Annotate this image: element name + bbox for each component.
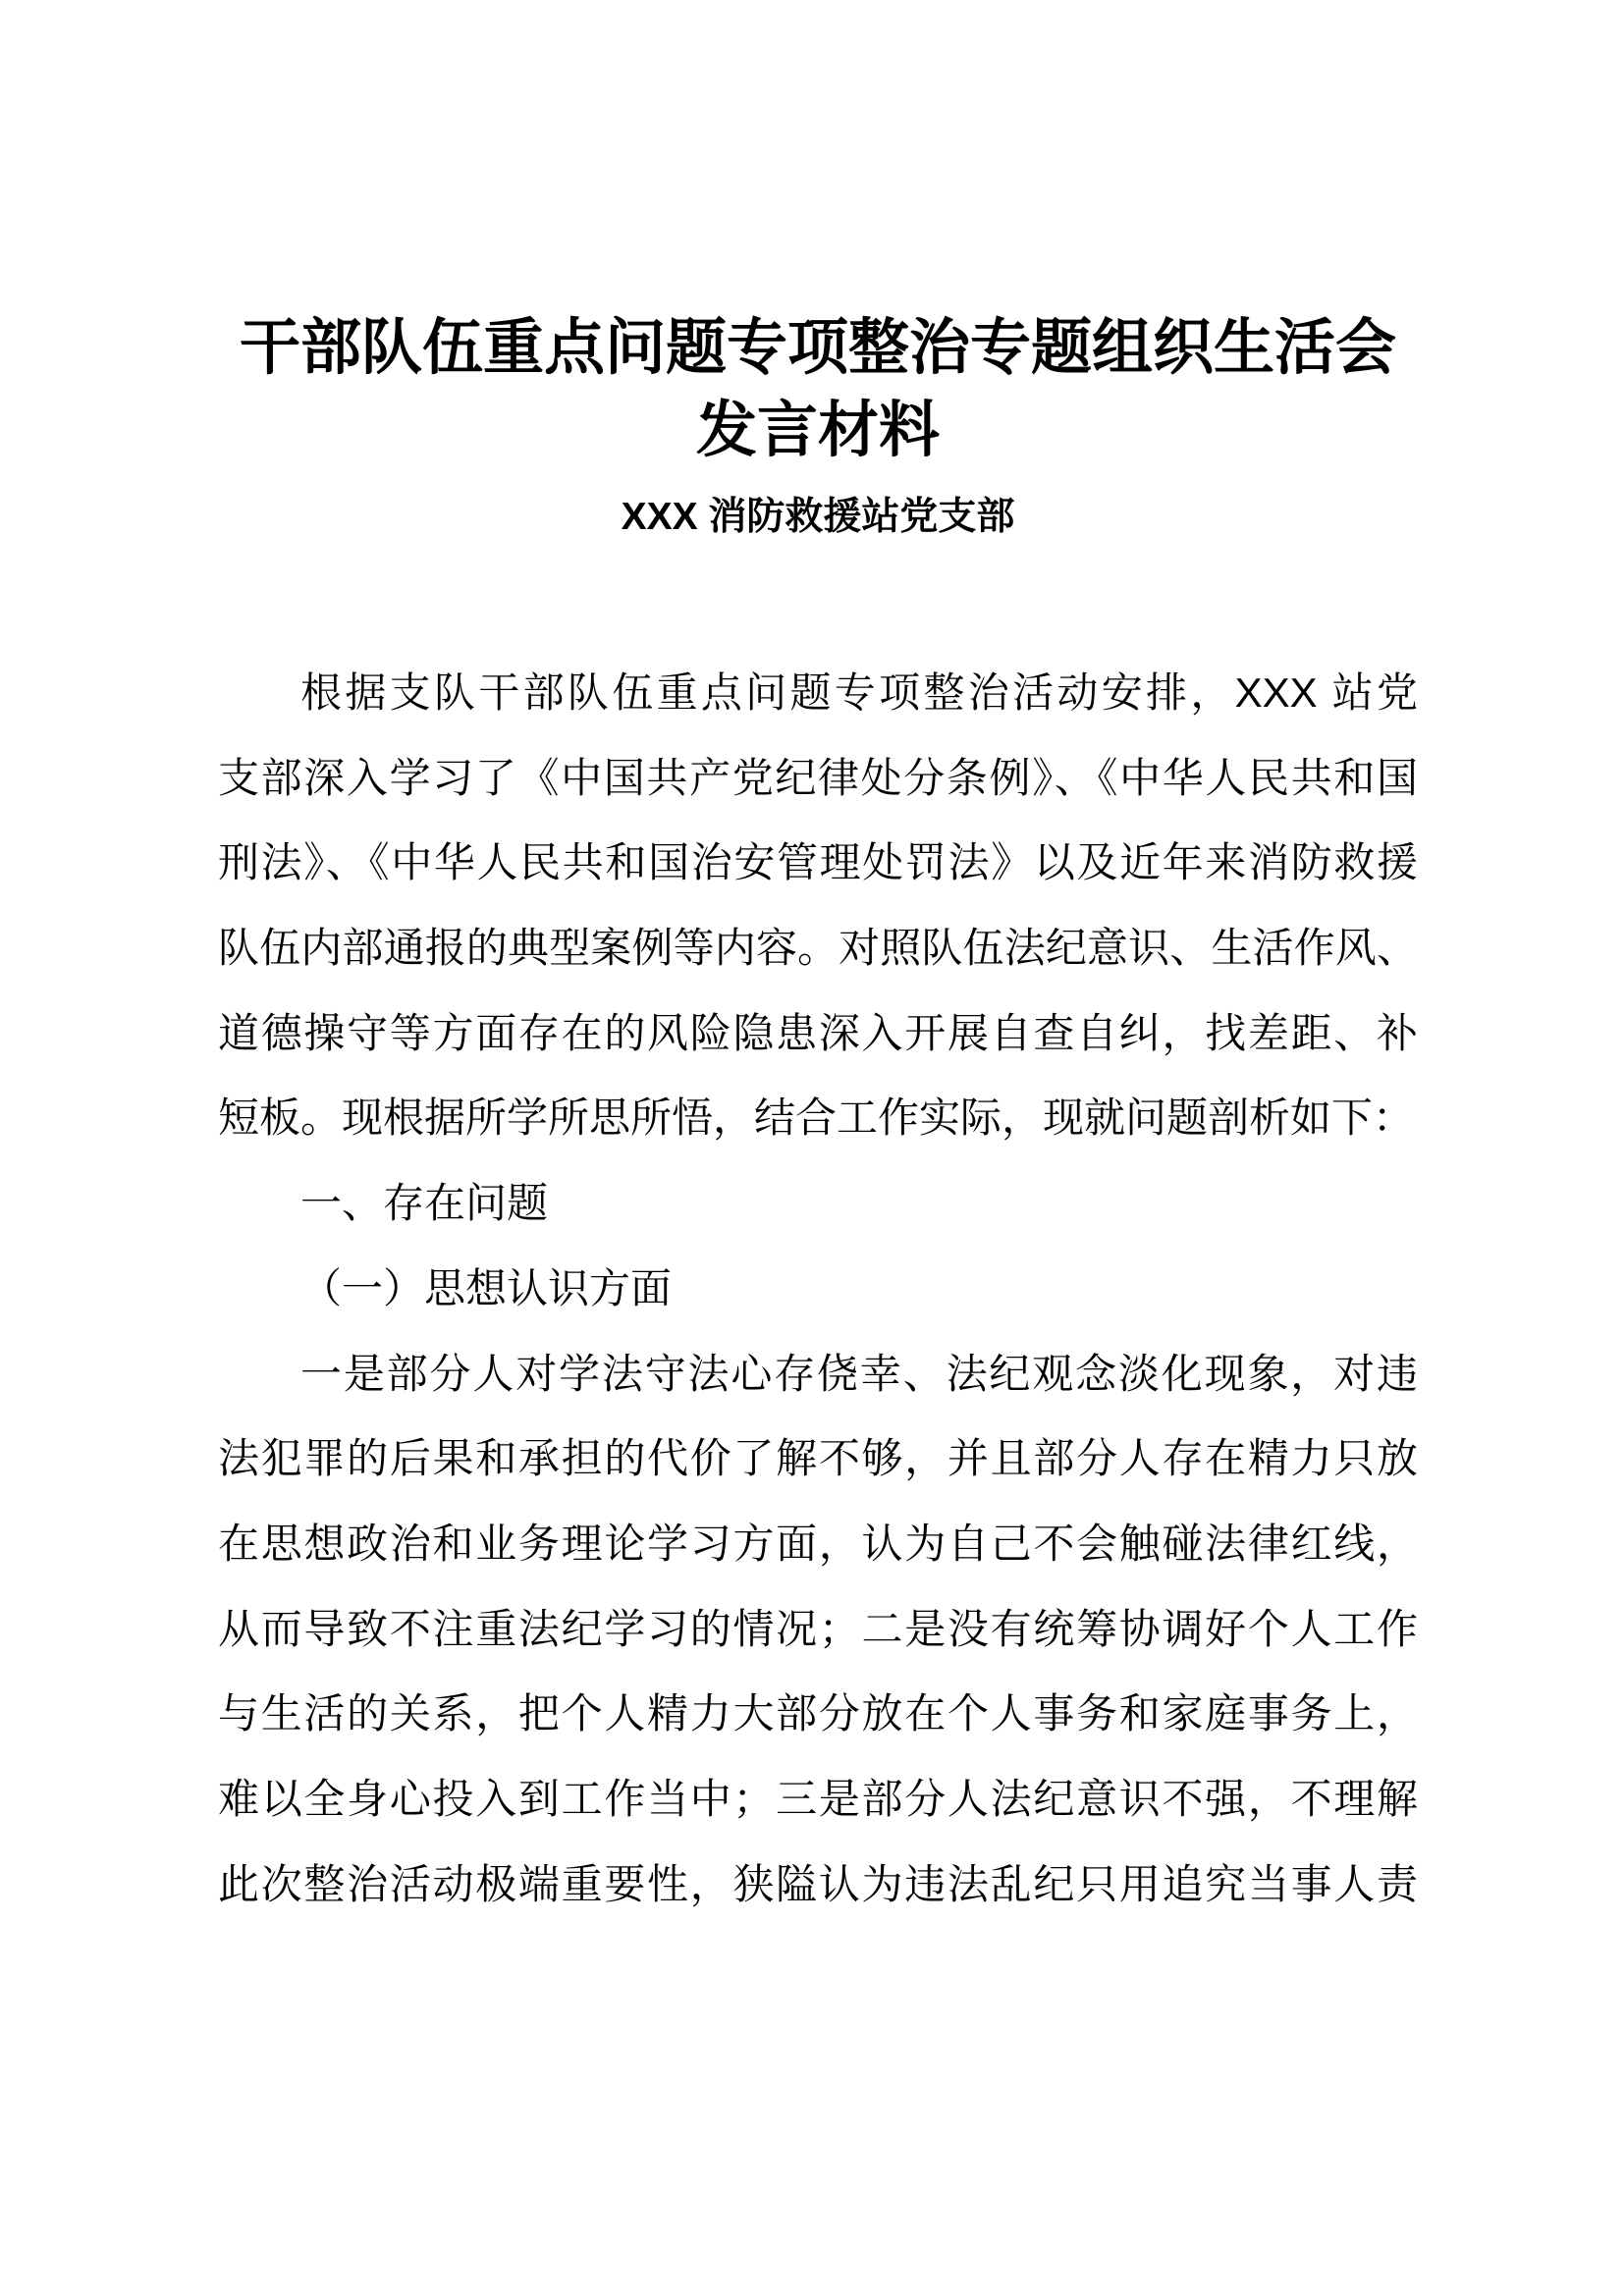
para2-line1: 一是部分人对学法守法心存侥幸、法纪观念淡化现象，对违 <box>300 1350 1418 1397</box>
section-heading-1: 一、存在问题 <box>300 1180 549 1227</box>
document-title-line2: 发言材料 <box>695 397 940 464</box>
para2-line2: 法犯罪的后果和承担的代价了解不够，并且部分人存在精力只放 <box>218 1435 1418 1482</box>
para1-line5: 道德操守等方面存在的风险隐患深入开展自查自纠，找差距、补 <box>218 1009 1418 1056</box>
document-subtitle: XXX 消防救援站党支部 <box>621 496 1015 538</box>
document-title <box>218 307 1418 472</box>
para2-line5: 与生活的关系，把个人精力大部分放在个人事务和家庭事务上， <box>218 1690 1418 1737</box>
para2-line7: 此次整治活动极端重要性，狭隘认为违法乱纪只用追究当事人责 <box>218 1860 1418 1907</box>
para1-line3: 刑法》、《中华人民共和国治安管理处罚法》以及近年来消防救援 <box>218 839 1418 886</box>
para1-line2: 支部深入学习了《中国共产党纪律处分条例》、《中华人民共和国 <box>218 754 1418 801</box>
document-title-line1: 干部队伍重点问题专项整治专题组织生活会 <box>239 314 1396 382</box>
para1-line1: 根据支队干部队伍重点问题专项整治活动安排，XXX 站党 <box>300 669 1418 716</box>
para2-line6: 难以全身心投入到工作当中；三是部分人法纪意识不强，不理解 <box>218 1775 1418 1822</box>
para2-line3: 在思想政治和业务理论学习方面，认为自己不会触碰法律红线， <box>218 1520 1418 1567</box>
document-body <box>218 651 1418 1927</box>
para2-line4: 从而导致不注重法纪学习的情况；二是没有统筹协调好个人工作 <box>218 1605 1418 1652</box>
para1-line4: 队伍内部通报的典型案例等内容。对照队伍法纪意识、生活作风、 <box>218 925 1418 972</box>
para1-line6: 短板。现根据所学所思所悟，结合工作实际，现就问题剖析如下： <box>218 1095 1415 1142</box>
subsection-heading-1-1: （一）思想认识方面 <box>300 1264 673 1311</box>
